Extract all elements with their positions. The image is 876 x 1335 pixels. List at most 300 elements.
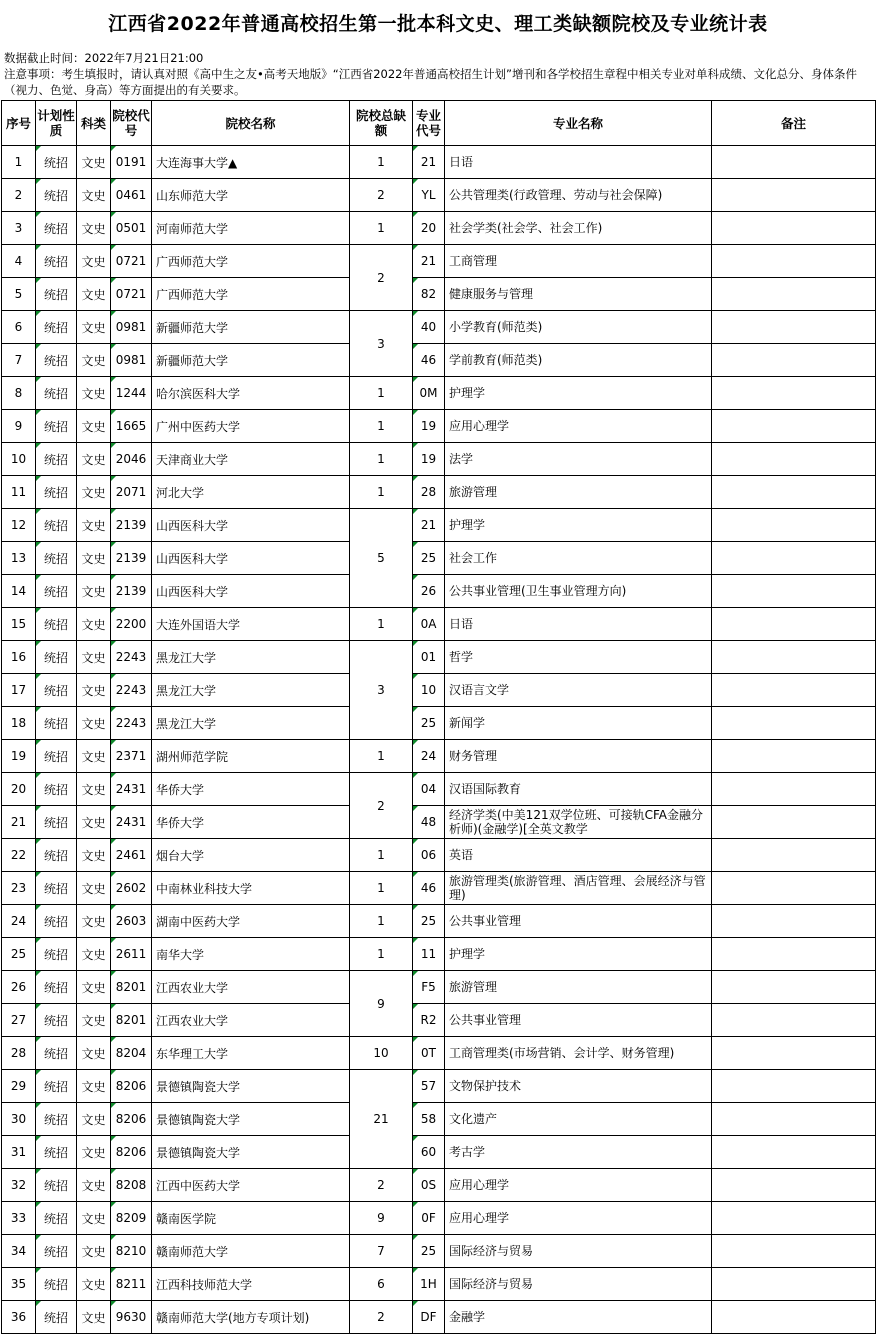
cell-remark bbox=[712, 905, 876, 938]
cell-school-name: 河南师范大学 bbox=[152, 212, 350, 245]
cell-subject: 文史 bbox=[77, 938, 111, 971]
table-row bbox=[2, 1202, 876, 1235]
cell-seq: 31 bbox=[2, 1136, 36, 1169]
cell-subject: 文史 bbox=[77, 1004, 111, 1037]
cell-major-code: 46 bbox=[413, 344, 445, 377]
cell-remark bbox=[712, 608, 876, 641]
cell-plan-type: 统招 bbox=[36, 377, 77, 410]
table-row bbox=[2, 443, 876, 476]
header-school-code: 院校代号 bbox=[111, 101, 152, 146]
table-row bbox=[2, 1004, 876, 1037]
cell-remark bbox=[712, 542, 876, 575]
cell-subject: 文史 bbox=[77, 1169, 111, 1202]
cell-remark bbox=[712, 674, 876, 707]
cell-major-code: 24 bbox=[413, 740, 445, 773]
cell-remark bbox=[712, 839, 876, 872]
cell-school-vacancy: 1 bbox=[350, 938, 413, 971]
cell-school-name: 黑龙江大学 bbox=[152, 641, 350, 674]
cell-major-code: 48 bbox=[413, 806, 445, 839]
header-remark: 备注 bbox=[712, 101, 876, 146]
notice-text: 注意事项：考生填报时，请认真对照《高中生之友•高考天地版》“江西省2022年普通高校招生计划”增刊和各学校招生章程中相关专业对单科成绩、文化总分、身体条件（视力、色觉、身高）等方面提出的有关要求。 bbox=[4, 67, 857, 97]
table-row bbox=[2, 1301, 876, 1334]
cell-seq: 9 bbox=[2, 410, 36, 443]
cell-school-code: 8204 bbox=[111, 1037, 152, 1070]
cell-remark bbox=[712, 377, 876, 410]
cell-major-code: 0S bbox=[413, 1169, 445, 1202]
cell-remark bbox=[712, 1004, 876, 1037]
cell-school-code: 8206 bbox=[111, 1136, 152, 1169]
cell-school-vacancy: 21 bbox=[350, 1070, 413, 1169]
cell-major-code: 26 bbox=[413, 575, 445, 608]
cell-school-code: 2243 bbox=[111, 641, 152, 674]
cell-plan-type: 统招 bbox=[36, 575, 77, 608]
cell-school-code: 0501 bbox=[111, 212, 152, 245]
cell-subject: 文史 bbox=[77, 740, 111, 773]
cell-school-vacancy: 1 bbox=[350, 476, 413, 509]
cell-major-code: 01 bbox=[413, 641, 445, 674]
cell-subject: 文史 bbox=[77, 410, 111, 443]
cell-major-code: 57 bbox=[413, 1070, 445, 1103]
cell-seq: 3 bbox=[2, 212, 36, 245]
cell-school-code: 2603 bbox=[111, 905, 152, 938]
cell-major-code: 19 bbox=[413, 410, 445, 443]
table-row bbox=[2, 146, 876, 179]
cell-school-vacancy: 1 bbox=[350, 212, 413, 245]
table-row bbox=[2, 1070, 876, 1103]
cell-subject: 文史 bbox=[77, 575, 111, 608]
cell-plan-type: 统招 bbox=[36, 410, 77, 443]
table-row bbox=[2, 641, 876, 674]
cell-seq: 1 bbox=[2, 146, 36, 179]
table-header-row bbox=[2, 101, 876, 146]
table-row bbox=[2, 806, 876, 839]
cell-school-code: 9630 bbox=[111, 1301, 152, 1334]
cell-major-name: 社会工作 bbox=[445, 542, 712, 575]
cell-seq: 27 bbox=[2, 1004, 36, 1037]
cell-plan-type: 统招 bbox=[36, 707, 77, 740]
cell-major-name: 旅游管理类(旅游管理、酒店管理、会展经济与管理) bbox=[445, 872, 712, 905]
cell-seq: 36 bbox=[2, 1301, 36, 1334]
cell-remark bbox=[712, 410, 876, 443]
cell-subject: 文史 bbox=[77, 971, 111, 1004]
cell-plan-type: 统招 bbox=[36, 905, 77, 938]
header-major-name: 专业名称 bbox=[445, 101, 712, 146]
cell-major-code: DF bbox=[413, 1301, 445, 1334]
cell-major-code: 21 bbox=[413, 245, 445, 278]
cell-school-name: 山西医科大学 bbox=[152, 542, 350, 575]
cell-subject: 文史 bbox=[77, 146, 111, 179]
cell-school-name: 黑龙江大学 bbox=[152, 674, 350, 707]
cell-major-code: 25 bbox=[413, 707, 445, 740]
cell-remark bbox=[712, 1136, 876, 1169]
cell-major-name: 护理学 bbox=[445, 377, 712, 410]
cell-school-name: 江西中医药大学 bbox=[152, 1169, 350, 1202]
table-row bbox=[2, 344, 876, 377]
cell-major-name: 旅游管理 bbox=[445, 971, 712, 1004]
cell-school-vacancy: 7 bbox=[350, 1235, 413, 1268]
cell-remark bbox=[712, 146, 876, 179]
cell-major-name: 文化遗产 bbox=[445, 1103, 712, 1136]
cell-school-vacancy: 2 bbox=[350, 245, 413, 311]
cell-seq: 13 bbox=[2, 542, 36, 575]
cell-subject: 文史 bbox=[77, 1202, 111, 1235]
cell-remark bbox=[712, 641, 876, 674]
cell-plan-type: 统招 bbox=[36, 542, 77, 575]
cell-major-name: 日语 bbox=[445, 146, 712, 179]
cell-school-vacancy: 2 bbox=[350, 773, 413, 839]
cell-school-code: 2200 bbox=[111, 608, 152, 641]
cell-school-name: 赣南师范大学 bbox=[152, 1235, 350, 1268]
table-body bbox=[2, 146, 876, 1334]
cell-plan-type: 统招 bbox=[36, 245, 77, 278]
table-row bbox=[2, 938, 876, 971]
cell-major-name: 哲学 bbox=[445, 641, 712, 674]
cell-remark bbox=[712, 245, 876, 278]
cell-seq: 11 bbox=[2, 476, 36, 509]
cell-school-name: 华侨大学 bbox=[152, 806, 350, 839]
vacancy-table bbox=[1, 100, 876, 1334]
cell-school-name: 大连外国语大学 bbox=[152, 608, 350, 641]
cell-remark bbox=[712, 1202, 876, 1235]
cell-major-name: 工商管理 bbox=[445, 245, 712, 278]
cell-school-code: 0721 bbox=[111, 245, 152, 278]
cell-seq: 17 bbox=[2, 674, 36, 707]
table-row bbox=[2, 245, 876, 278]
table-row bbox=[2, 740, 876, 773]
cell-seq: 14 bbox=[2, 575, 36, 608]
cell-school-code: 2371 bbox=[111, 740, 152, 773]
cell-subject: 文史 bbox=[77, 1136, 111, 1169]
cell-major-code: 20 bbox=[413, 212, 445, 245]
cell-plan-type: 统招 bbox=[36, 1202, 77, 1235]
cell-school-code: 8201 bbox=[111, 1004, 152, 1037]
cell-major-code: 58 bbox=[413, 1103, 445, 1136]
table-row bbox=[2, 509, 876, 542]
table-row bbox=[2, 575, 876, 608]
cell-remark bbox=[712, 938, 876, 971]
cell-plan-type: 统招 bbox=[36, 179, 77, 212]
cell-major-name: 公共事业管理 bbox=[445, 905, 712, 938]
table-row bbox=[2, 179, 876, 212]
header-subject: 科类 bbox=[77, 101, 111, 146]
header-plan-type: 计划性质 bbox=[36, 101, 77, 146]
cell-subject: 文史 bbox=[77, 641, 111, 674]
cell-major-name: 汉语言文学 bbox=[445, 674, 712, 707]
cell-major-code: 82 bbox=[413, 278, 445, 311]
cell-school-code: 2139 bbox=[111, 542, 152, 575]
cell-remark bbox=[712, 773, 876, 806]
cell-school-name: 南华大学 bbox=[152, 938, 350, 971]
cell-seq: 16 bbox=[2, 641, 36, 674]
table-row bbox=[2, 971, 876, 1004]
cell-major-code: 60 bbox=[413, 1136, 445, 1169]
cell-school-vacancy: 5 bbox=[350, 509, 413, 608]
cell-plan-type: 统招 bbox=[36, 344, 77, 377]
cell-subject: 文史 bbox=[77, 1235, 111, 1268]
cell-school-name: 新疆师范大学 bbox=[152, 311, 350, 344]
cell-school-vacancy: 3 bbox=[350, 311, 413, 377]
cell-major-name: 护理学 bbox=[445, 509, 712, 542]
cell-school-vacancy: 10 bbox=[350, 1037, 413, 1070]
cell-plan-type: 统招 bbox=[36, 971, 77, 1004]
cell-subject: 文史 bbox=[77, 509, 111, 542]
cell-subject: 文史 bbox=[77, 542, 111, 575]
cell-seq: 22 bbox=[2, 839, 36, 872]
cell-school-code: 2431 bbox=[111, 806, 152, 839]
table-row bbox=[2, 674, 876, 707]
cell-subject: 文史 bbox=[77, 773, 111, 806]
cell-major-code: R2 bbox=[413, 1004, 445, 1037]
cell-school-name: 东华理工大学 bbox=[152, 1037, 350, 1070]
cell-seq: 5 bbox=[2, 278, 36, 311]
cell-school-name: 江西科技师范大学 bbox=[152, 1268, 350, 1301]
cell-major-code: 28 bbox=[413, 476, 445, 509]
cell-major-code: 21 bbox=[413, 146, 445, 179]
table-row bbox=[2, 311, 876, 344]
cell-school-vacancy: 1 bbox=[350, 410, 413, 443]
cell-plan-type: 统招 bbox=[36, 872, 77, 905]
table-row bbox=[2, 773, 876, 806]
cell-major-name: 金融学 bbox=[445, 1301, 712, 1334]
cell-remark bbox=[712, 1235, 876, 1268]
cell-school-code: 0721 bbox=[111, 278, 152, 311]
table-row bbox=[2, 212, 876, 245]
cell-major-name: 应用心理学 bbox=[445, 1202, 712, 1235]
cell-seq: 15 bbox=[2, 608, 36, 641]
cell-subject: 文史 bbox=[77, 179, 111, 212]
cell-school-vacancy: 2 bbox=[350, 179, 413, 212]
cell-school-name: 山西医科大学 bbox=[152, 575, 350, 608]
cell-seq: 21 bbox=[2, 806, 36, 839]
cell-remark bbox=[712, 872, 876, 905]
cell-school-name: 湖南中医药大学 bbox=[152, 905, 350, 938]
cell-remark bbox=[712, 971, 876, 1004]
cell-subject: 文史 bbox=[77, 608, 111, 641]
cell-subject: 文史 bbox=[77, 806, 111, 839]
cell-school-code: 8211 bbox=[111, 1268, 152, 1301]
cell-major-name: 考古学 bbox=[445, 1136, 712, 1169]
table-row bbox=[2, 707, 876, 740]
cell-school-code: 2046 bbox=[111, 443, 152, 476]
cell-subject: 文史 bbox=[77, 278, 111, 311]
cell-seq: 35 bbox=[2, 1268, 36, 1301]
cell-school-code: 1244 bbox=[111, 377, 152, 410]
cell-school-name: 赣南医学院 bbox=[152, 1202, 350, 1235]
cell-major-name: 公共管理类(行政管理、劳动与社会保障) bbox=[445, 179, 712, 212]
cell-school-vacancy: 1 bbox=[350, 443, 413, 476]
table-row bbox=[2, 1037, 876, 1070]
cell-major-code: 10 bbox=[413, 674, 445, 707]
cell-seq: 33 bbox=[2, 1202, 36, 1235]
cell-school-vacancy: 2 bbox=[350, 1301, 413, 1334]
cell-plan-type: 统招 bbox=[36, 1070, 77, 1103]
cell-school-name: 华侨大学 bbox=[152, 773, 350, 806]
cell-major-name: 护理学 bbox=[445, 938, 712, 971]
cell-seq: 8 bbox=[2, 377, 36, 410]
cell-remark bbox=[712, 278, 876, 311]
cell-seq: 26 bbox=[2, 971, 36, 1004]
cell-major-code: 25 bbox=[413, 542, 445, 575]
cell-school-code: 2602 bbox=[111, 872, 152, 905]
cell-plan-type: 统招 bbox=[36, 1103, 77, 1136]
cell-major-code: 46 bbox=[413, 872, 445, 905]
cell-major-name: 新闻学 bbox=[445, 707, 712, 740]
cell-plan-type: 统招 bbox=[36, 212, 77, 245]
cell-school-code: 2139 bbox=[111, 509, 152, 542]
cell-major-name: 社会学类(社会学、社会工作) bbox=[445, 212, 712, 245]
cell-remark bbox=[712, 806, 876, 839]
table-row bbox=[2, 872, 876, 905]
cell-subject: 文史 bbox=[77, 1301, 111, 1334]
cell-subject: 文史 bbox=[77, 707, 111, 740]
cell-major-name: 国际经济与贸易 bbox=[445, 1268, 712, 1301]
cell-seq: 7 bbox=[2, 344, 36, 377]
cell-plan-type: 统招 bbox=[36, 1235, 77, 1268]
cell-major-name: 健康服务与管理 bbox=[445, 278, 712, 311]
cell-remark bbox=[712, 344, 876, 377]
cell-school-vacancy: 1 bbox=[350, 839, 413, 872]
cell-school-code: 2611 bbox=[111, 938, 152, 971]
cell-major-name: 小学教育(师范类) bbox=[445, 311, 712, 344]
cell-school-code: 2243 bbox=[111, 707, 152, 740]
cell-school-vacancy: 1 bbox=[350, 872, 413, 905]
cell-major-name: 法学 bbox=[445, 443, 712, 476]
cell-plan-type: 统招 bbox=[36, 146, 77, 179]
header-school-name: 院校名称 bbox=[152, 101, 350, 146]
header-school-vacancy: 院校总缺额 bbox=[350, 101, 413, 146]
cell-remark bbox=[712, 707, 876, 740]
cell-major-name: 汉语国际教育 bbox=[445, 773, 712, 806]
cell-seq: 6 bbox=[2, 311, 36, 344]
cell-school-vacancy: 1 bbox=[350, 146, 413, 179]
cell-subject: 文史 bbox=[77, 1268, 111, 1301]
cell-seq: 28 bbox=[2, 1037, 36, 1070]
cell-subject: 文史 bbox=[77, 377, 111, 410]
cell-subject: 文史 bbox=[77, 839, 111, 872]
cell-plan-type: 统招 bbox=[36, 509, 77, 542]
cell-school-vacancy: 9 bbox=[350, 971, 413, 1037]
cell-remark bbox=[712, 1169, 876, 1202]
cell-seq: 25 bbox=[2, 938, 36, 971]
cell-subject: 文史 bbox=[77, 905, 111, 938]
cell-school-name: 哈尔滨医科大学 bbox=[152, 377, 350, 410]
cell-plan-type: 统招 bbox=[36, 443, 77, 476]
cell-school-code: 8206 bbox=[111, 1103, 152, 1136]
cell-school-code: 8206 bbox=[111, 1070, 152, 1103]
cell-plan-type: 统招 bbox=[36, 773, 77, 806]
table-row bbox=[2, 542, 876, 575]
header-major-code: 专业代号 bbox=[413, 101, 445, 146]
cell-plan-type: 统招 bbox=[36, 1004, 77, 1037]
cell-plan-type: 统招 bbox=[36, 839, 77, 872]
cell-school-code: 8210 bbox=[111, 1235, 152, 1268]
cell-school-vacancy: 1 bbox=[350, 608, 413, 641]
cell-subject: 文史 bbox=[77, 311, 111, 344]
cell-major-name: 英语 bbox=[445, 839, 712, 872]
cell-major-code: 0M bbox=[413, 377, 445, 410]
cell-school-code: 8201 bbox=[111, 971, 152, 1004]
cell-major-name: 学前教育(师范类) bbox=[445, 344, 712, 377]
cell-school-vacancy: 6 bbox=[350, 1268, 413, 1301]
cell-major-code: 0F bbox=[413, 1202, 445, 1235]
cell-school-name: 天津商业大学 bbox=[152, 443, 350, 476]
cell-remark bbox=[712, 1037, 876, 1070]
cell-plan-type: 统招 bbox=[36, 938, 77, 971]
cell-school-name: 河北大学 bbox=[152, 476, 350, 509]
cell-subject: 文史 bbox=[77, 443, 111, 476]
cell-major-code: 04 bbox=[413, 773, 445, 806]
cell-school-name: 中南林业科技大学 bbox=[152, 872, 350, 905]
cell-school-name: 赣南师范大学(地方专项计划) bbox=[152, 1301, 350, 1334]
cell-school-vacancy: 2 bbox=[350, 1169, 413, 1202]
cell-plan-type: 统招 bbox=[36, 1037, 77, 1070]
cell-major-code: 0A bbox=[413, 608, 445, 641]
cell-seq: 19 bbox=[2, 740, 36, 773]
cell-school-name: 山西医科大学 bbox=[152, 509, 350, 542]
cell-school-code: 2461 bbox=[111, 839, 152, 872]
cell-school-name: 广西师范大学 bbox=[152, 245, 350, 278]
cell-plan-type: 统招 bbox=[36, 1268, 77, 1301]
cell-major-code: 40 bbox=[413, 311, 445, 344]
cell-school-vacancy: 9 bbox=[350, 1202, 413, 1235]
cell-plan-type: 统招 bbox=[36, 806, 77, 839]
cell-seq: 29 bbox=[2, 1070, 36, 1103]
cell-remark bbox=[712, 443, 876, 476]
cell-major-code: 21 bbox=[413, 509, 445, 542]
table-row bbox=[2, 476, 876, 509]
cell-school-code: 0191 bbox=[111, 146, 152, 179]
cell-school-name: 新疆师范大学 bbox=[152, 344, 350, 377]
table-row bbox=[2, 905, 876, 938]
cell-plan-type: 统招 bbox=[36, 1301, 77, 1334]
cell-plan-type: 统招 bbox=[36, 740, 77, 773]
cell-major-name: 公共事业管理 bbox=[445, 1004, 712, 1037]
cell-remark bbox=[712, 1301, 876, 1334]
table-row bbox=[2, 410, 876, 443]
cell-remark bbox=[712, 1268, 876, 1301]
cell-major-code: 0T bbox=[413, 1037, 445, 1070]
cell-school-name: 广州中医药大学 bbox=[152, 410, 350, 443]
cell-remark bbox=[712, 311, 876, 344]
cell-school-vacancy: 3 bbox=[350, 641, 413, 740]
cell-school-vacancy: 1 bbox=[350, 377, 413, 410]
cell-seq: 2 bbox=[2, 179, 36, 212]
cell-school-name: 江西农业大学 bbox=[152, 1004, 350, 1037]
cell-school-code: 2243 bbox=[111, 674, 152, 707]
table-row bbox=[2, 377, 876, 410]
cell-seq: 10 bbox=[2, 443, 36, 476]
cell-seq: 24 bbox=[2, 905, 36, 938]
cell-major-name: 应用心理学 bbox=[445, 410, 712, 443]
cell-school-code: 0461 bbox=[111, 179, 152, 212]
table-row bbox=[2, 1136, 876, 1169]
cell-seq: 34 bbox=[2, 1235, 36, 1268]
table-row bbox=[2, 1103, 876, 1136]
cell-seq: 23 bbox=[2, 872, 36, 905]
cell-major-code: 25 bbox=[413, 905, 445, 938]
cell-plan-type: 统招 bbox=[36, 278, 77, 311]
cell-subject: 文史 bbox=[77, 1103, 111, 1136]
cell-major-name: 国际经济与贸易 bbox=[445, 1235, 712, 1268]
cell-subject: 文史 bbox=[77, 212, 111, 245]
cell-seq: 18 bbox=[2, 707, 36, 740]
cell-major-name: 经济学类(中美121双学位班、可接轨CFA金融分析师)(金融学)[全英文教学 bbox=[445, 806, 712, 839]
page-title: 江西省2022年普通高校招生第一批本科文史、理工类缺额院校及专业统计表 bbox=[0, 0, 876, 49]
cell-remark bbox=[712, 476, 876, 509]
cell-major-code: YL bbox=[413, 179, 445, 212]
table-row bbox=[2, 608, 876, 641]
table-row bbox=[2, 839, 876, 872]
